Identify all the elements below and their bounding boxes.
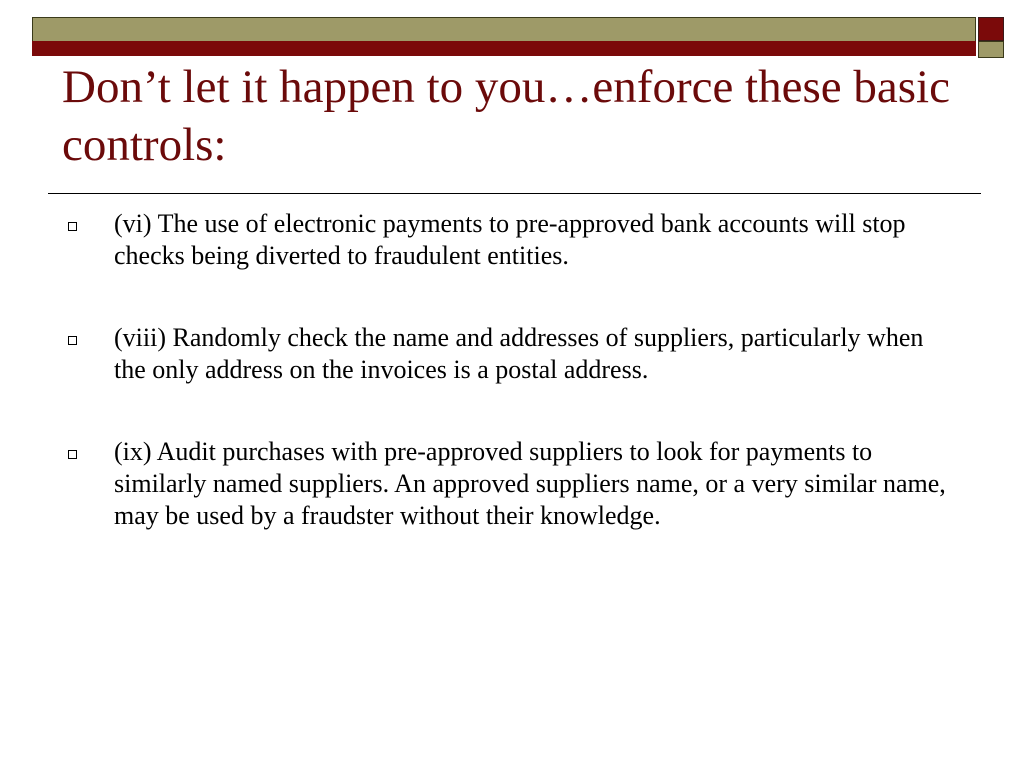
header-red-band [32, 41, 976, 56]
corner-olive-square [978, 41, 1004, 58]
corner-red-square [978, 17, 1004, 41]
bullet-list [68, 208, 948, 582]
title-divider [48, 193, 981, 194]
bullet-item [68, 208, 948, 272]
bullet-item [68, 436, 948, 532]
bullet-text: (ix) Audit purchases with pre-approved suppliers to look for payments to similarly named suppliers. An approved suppliers name, or a very similar name, may be used by a fraudster without their knowledge. [114, 437, 946, 530]
hollow-square-bullet-icon [68, 450, 77, 459]
slide-title: Don’t let it happen to you…enforce these basic controls: [62, 61, 950, 171]
hollow-square-bullet-icon [68, 336, 77, 345]
bullet-item [68, 322, 948, 386]
hollow-square-bullet-icon [68, 222, 77, 231]
bullet-text: (vi) The use of electronic payments to pre-approved bank accounts will stop checks being diverted to fraudulent entities. [114, 209, 906, 270]
bullet-text: (viii) Randomly check the name and addresses of suppliers, particularly when the only address on the invoices is a postal address. [114, 323, 924, 384]
header-olive-band [32, 17, 976, 42]
